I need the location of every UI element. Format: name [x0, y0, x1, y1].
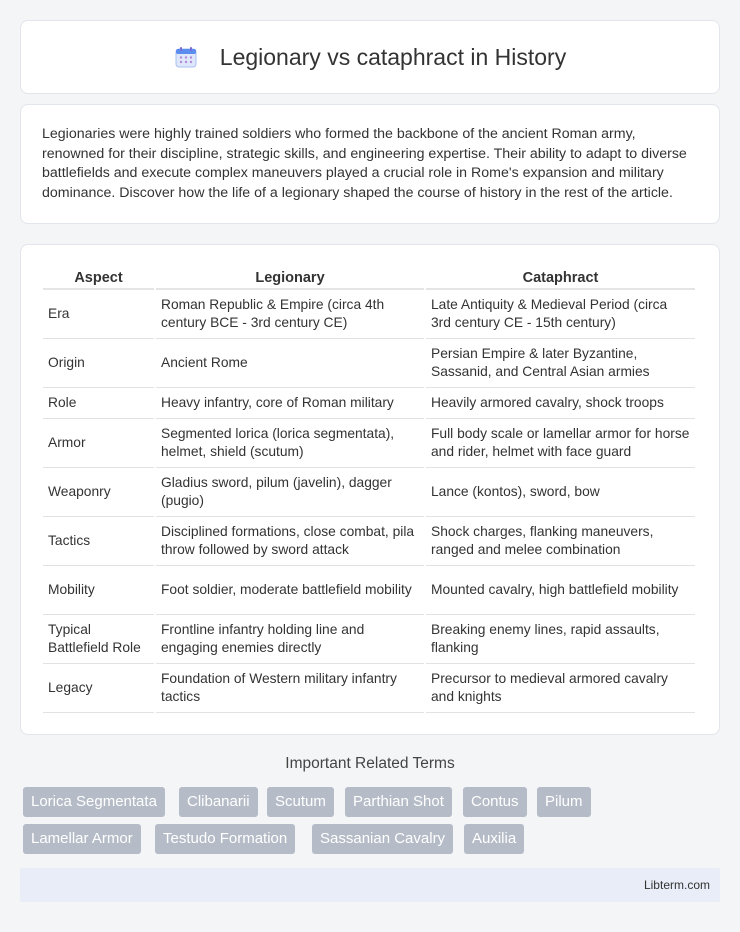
related-term-tag[interactable]: Pilum: [537, 787, 591, 817]
related-term-tag[interactable]: Contus: [463, 787, 527, 817]
header-legionary: Legionary: [156, 265, 424, 290]
intro-card: [20, 104, 720, 224]
cell-cataphract: Shock charges, flanking maneuvers, ranged and melee combination: [426, 517, 695, 566]
related-term-tag[interactable]: Scutum: [267, 787, 334, 817]
table-row: [43, 517, 695, 566]
table-row: [43, 664, 695, 713]
related-term-tag[interactable]: Clibanarii: [179, 787, 258, 817]
table-header-row: [43, 265, 695, 290]
table-row: [43, 419, 695, 468]
table-row: [43, 339, 695, 388]
cell-aspect: Legacy: [43, 664, 154, 713]
cell-aspect: Armor: [43, 419, 154, 468]
cell-aspect: Origin: [43, 339, 154, 388]
related-term-tag[interactable]: Sassanian Cavalry: [312, 824, 453, 854]
comparison-card: [20, 244, 720, 735]
cell-cataphract: Breaking enemy lines, rapid assaults, flanking: [426, 615, 695, 664]
cell-cataphract: Full body scale or lamellar armor for horse and rider, helmet with face guard: [426, 419, 695, 468]
page-title: Legionary vs cataphract in History: [219, 43, 567, 70]
cell-legionary: Disciplined formations, close combat, pila throw followed by sword attack: [156, 517, 424, 566]
cell-legionary: Gladius sword, pilum (javelin), dagger (pugio): [156, 468, 424, 517]
table-row: [43, 615, 695, 664]
cell-aspect: Weaponry: [43, 468, 154, 517]
related-term-tag[interactable]: Lamellar Armor: [23, 824, 141, 854]
cell-legionary: Ancient Rome: [156, 339, 424, 388]
cell-legionary: Heavy infantry, core of Roman military: [156, 388, 424, 419]
footer-site-link[interactable]: Libterm.com: [643, 878, 710, 892]
cell-legionary: Segmented lorica (lorica segmentata), helmet, shield (scutum): [156, 419, 424, 468]
table-row: [43, 566, 695, 615]
related-terms-title: Important Related Terms: [285, 755, 455, 772]
table-row: [43, 388, 695, 419]
intro-paragraph: Legionaries were highly trained soldiers who formed the backbone of the ancient Roman army, renowned for their discipline, strategic skills, and engineering expertise. Their ability to adapt to diverse battlefields and execute complex maneuvers played a crucial role in Rome's expansion and military dominance. Discover how the life of a legionary shaped the course of history in the rest of the article.: [42, 126, 687, 201]
table-row: [43, 290, 695, 339]
cell-cataphract: Late Antiquity & Medieval Period (circa 3rd century CE - 15th century): [426, 290, 695, 339]
related-term-tag[interactable]: Testudo Formation: [155, 824, 295, 854]
table-row: [43, 468, 695, 517]
cell-legionary: Foundation of Western military infantry tactics: [156, 664, 424, 713]
comparison-table: [41, 265, 697, 713]
footer-bar: [20, 868, 720, 902]
cell-cataphract: Mounted cavalry, high battlefield mobility: [426, 566, 695, 615]
cell-aspect: Era: [43, 290, 154, 339]
related-term-tag[interactable]: Parthian Shot: [345, 787, 452, 817]
cell-cataphract: Lance (kontos), sword, bow: [426, 468, 695, 517]
cell-aspect: Role: [43, 388, 154, 419]
cell-cataphract: Heavily armored cavalry, shock troops: [426, 388, 695, 419]
calendar-icon: [174, 45, 198, 69]
title-card: [20, 20, 720, 94]
header-cataphract: Cataphract: [426, 265, 695, 290]
cell-aspect: Mobility: [43, 566, 154, 615]
cell-legionary: Roman Republic & Empire (circa 4th century BCE - 3rd century CE): [156, 290, 424, 339]
cell-legionary: Foot soldier, moderate battlefield mobility: [156, 566, 424, 615]
header-aspect: Aspect: [43, 265, 154, 290]
related-term-tag[interactable]: Lorica Segmentata: [23, 787, 165, 817]
cell-aspect: Tactics: [43, 517, 154, 566]
cell-cataphract: Precursor to medieval armored cavalry and knights: [426, 664, 695, 713]
cell-cataphract: Persian Empire & later Byzantine, Sassanid, and Central Asian armies: [426, 339, 695, 388]
cell-legionary: Frontline infantry holding line and engaging enemies directly: [156, 615, 424, 664]
related-term-tag[interactable]: Auxilia: [464, 824, 524, 854]
cell-aspect: Typical Battlefield Role: [43, 615, 154, 664]
